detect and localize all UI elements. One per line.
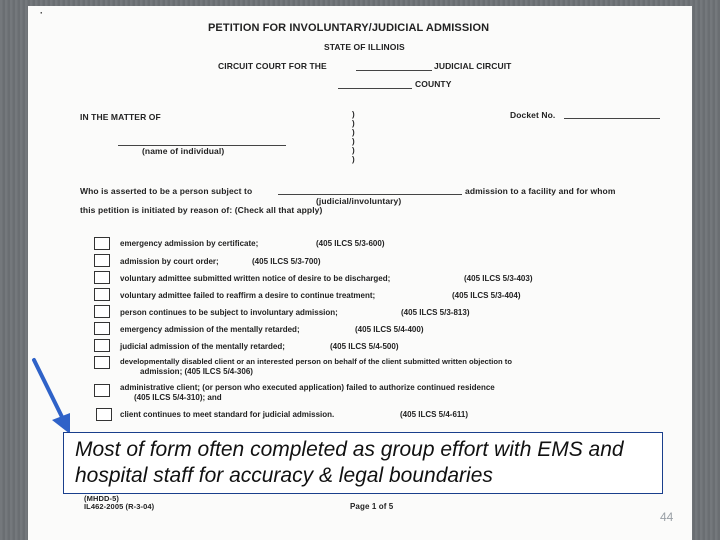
judicial-label: (judicial/involuntary): [316, 196, 402, 206]
option-text: emergency admission of the mentally retarded;: [120, 325, 300, 334]
option-code: (405 ILCS 5/3-404): [452, 291, 521, 300]
docket-label: Docket No.: [510, 110, 556, 120]
form-state: STATE OF ILLINOIS: [324, 42, 405, 52]
option-code: (405 ILCS 5/3-813): [401, 308, 470, 317]
bracket-column: ) ) ) ) ) ): [352, 110, 355, 164]
scan-mark: ·: [40, 8, 43, 18]
asserted-suffix: admission to a facility and for whom: [465, 186, 616, 196]
option-text: admission by court order;: [120, 257, 219, 266]
option-code: (405 ILCS 5/4-400): [355, 325, 424, 334]
option-text: judicial admission of the mentally retarded;: [120, 342, 285, 351]
option-text: administrative client; (or person who executed application) failed to authorize continued residence: [120, 383, 495, 392]
option-text-line2: (405 ILCS 5/4-310); and: [134, 393, 222, 402]
option-text: person continues to be subject to involuntary admission;: [120, 308, 338, 317]
option-text: voluntary admittee failed to reaffirm a desire to continue treatment;: [120, 291, 376, 300]
footer-code: (MHDD-5): [84, 494, 119, 503]
option-code: (405 ILCS 5/3-600): [316, 239, 385, 248]
option-text: voluntary admittee submitted written notice of desire to be discharged;: [120, 274, 391, 283]
callout-text: Most of form often completed as group effort with EMS and hospital staff for accuracy & legal boundaries: [75, 438, 624, 487]
option-text: client continues to meet standard for judicial admission.: [120, 410, 335, 419]
slide-number: 44: [660, 510, 674, 524]
county-label: COUNTY: [415, 79, 452, 89]
option-text: developmentally disabled client or an interested person on behalf of the client submitted written objection to: [120, 357, 512, 366]
form-title: PETITION FOR INVOLUNTARY/JUDICIAL ADMISSION: [208, 22, 490, 34]
option-code: (405 ILCS 5/4-611): [400, 410, 469, 419]
option-code: (405 ILCS 5/3-700): [252, 257, 321, 266]
option-text-line2: admission; (405 ILCS 5/4-306): [140, 367, 253, 376]
option-code: (405 ILCS 5/4-500): [330, 342, 399, 351]
page-indicator: Page 1 of 5: [350, 502, 394, 511]
name-label: (name of individual): [142, 146, 225, 156]
initiated-label: this petition is initiated by reason of: (Check all that apply): [80, 205, 323, 215]
callout-box: [63, 432, 663, 494]
court-prefix: CIRCUIT COURT FOR THE: [218, 61, 327, 71]
footer-ref: IL462-2005 (R-3-04): [84, 502, 155, 511]
court-suffix: JUDICIAL CIRCUIT: [434, 61, 512, 71]
option-code: (405 ILCS 5/3-403): [464, 274, 533, 283]
asserted-prefix: Who is asserted to be a person subject to: [80, 186, 253, 196]
matter-label: IN THE MATTER OF: [80, 112, 161, 122]
option-text: emergency admission by certificate;: [120, 239, 259, 248]
